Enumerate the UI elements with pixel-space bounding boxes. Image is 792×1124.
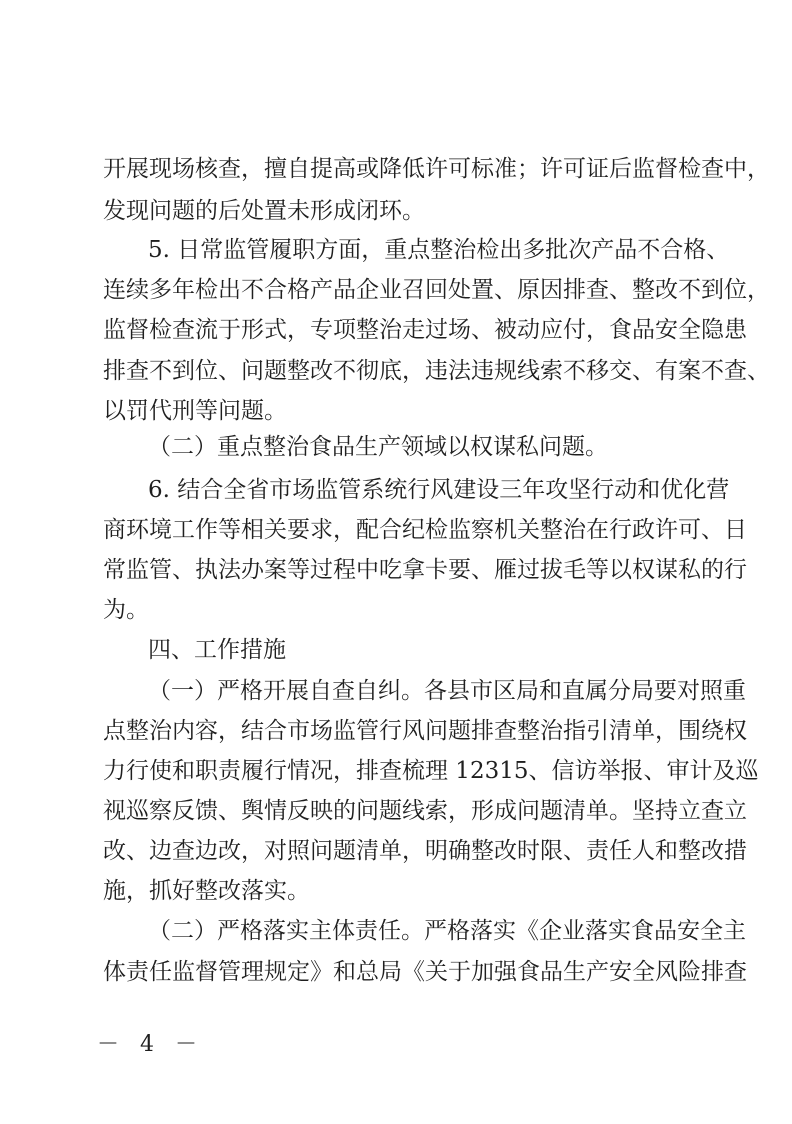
paragraph-line: 常监管、执法办案等过程中吃拿卡要、雁过拔毛等以权谋私的行	[103, 557, 747, 583]
subheading: （二）重点整治食品生产领域以权谋私问题。	[148, 434, 608, 460]
paragraph-line: 改、边查边改，对照问题清单，明确整改时限、责任人和整改措	[103, 838, 747, 864]
page-number: － 4 －	[97, 1032, 204, 1057]
paragraph-line: 排查不到位、问题整改不彻底，违法违规线索不移交、有案不查、	[103, 358, 770, 384]
paragraph-line: 5. 日常监管履职方面，重点整治检出多批次产品不合格、	[148, 237, 730, 263]
paragraph-line: 商环境工作等相关要求，配合纪检监察机关整治在行政许可、日	[103, 517, 747, 543]
paragraph-line: （一）严格开展自查自纠。各县市区局和直属分局要对照重	[148, 678, 746, 704]
paragraph-line: 发现问题的后处置未形成闭环。	[103, 198, 425, 224]
paragraph-line: 力行使和职责履行情况，排查梳理 12315、信访举报、审计及巡	[103, 758, 759, 784]
paragraph-line: 开展现场核查，擅自提高或降低许可标准；许可证后监督检查中，	[103, 156, 770, 182]
paragraph-line: 点整治内容，结合市场监管行风问题排查整治指引清单，围绕权	[103, 718, 747, 744]
paragraph-line: 施，抓好整改落实。	[103, 878, 310, 904]
paragraph-line: 连续多年检出不合格产品企业召回处置、原因排查、整改不到位，	[103, 277, 770, 303]
section-heading: 四、工作措施	[148, 637, 286, 663]
paragraph-line: 监督检查流于形式，专项整治走过场、被动应付，食品安全隐患	[103, 317, 747, 343]
paragraph-line: 为。	[103, 597, 149, 623]
paragraph-line: 视巡察反馈、舆情反映的问题线索，形成问题清单。坚持立查立	[103, 798, 747, 824]
paragraph-line: 6. 结合全省市场监管系统行风建设三年攻坚行动和优化营	[148, 477, 730, 503]
paragraph-line: 体责任监督管理规定》和总局《关于加强食品生产安全风险排查	[103, 959, 747, 985]
paragraph-line: 以罚代刑等问题。	[103, 398, 287, 424]
paragraph-line: （二）严格落实主体责任。严格落实《企业落实食品安全主	[148, 918, 746, 944]
